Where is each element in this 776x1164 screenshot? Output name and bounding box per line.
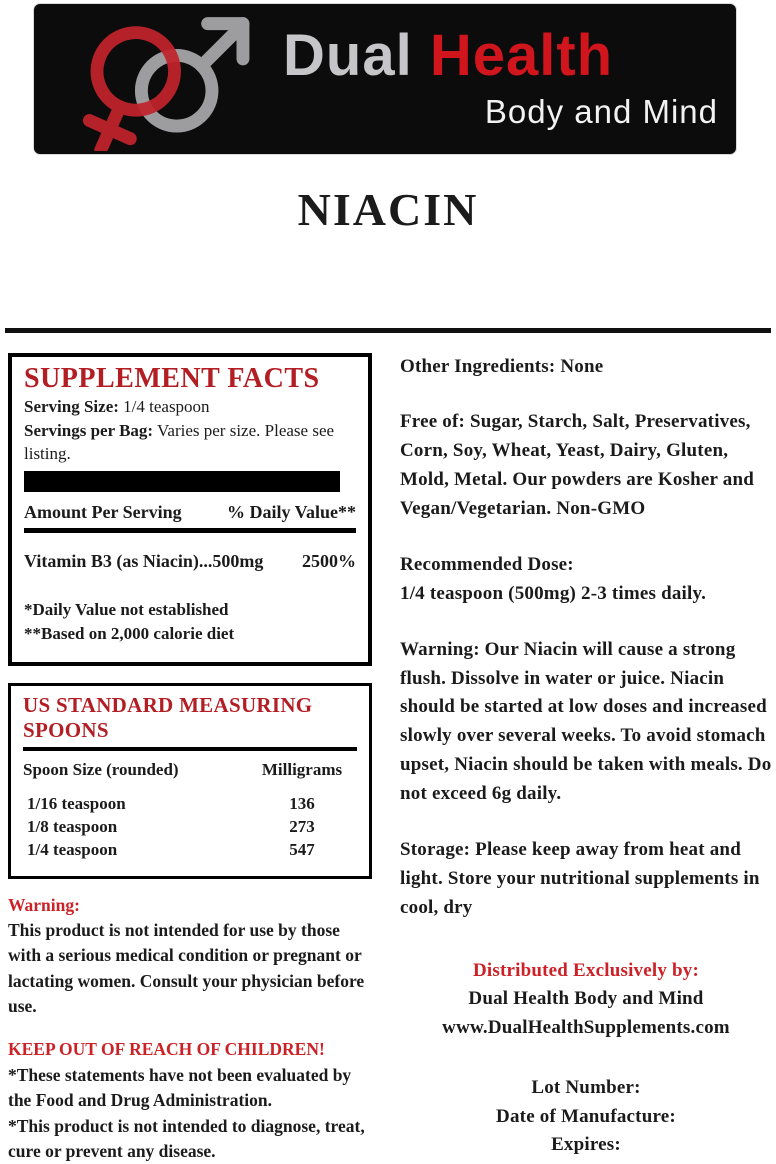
table-row	[23, 839, 357, 862]
nutrient-name: Vitamin B3 (as Niacin)...500mg	[24, 551, 264, 572]
measuring-spoons-title: US STANDARD MEASURING SPOONS	[23, 692, 313, 742]
amount-per-serving-header: Amount Per Serving	[24, 502, 182, 523]
date-of-manufacture-label: Date of Manufacture:	[496, 1105, 676, 1127]
spoon-size: 1/4 teaspoon	[27, 839, 118, 859]
male-female-symbol-icon	[58, 9, 273, 156]
expires-label: Expires:	[551, 1134, 621, 1156]
footnote-calorie-diet: **Based on 2,000 calorie diet	[24, 623, 235, 643]
warning-label: Warning:	[8, 894, 80, 915]
facts-black-bar	[24, 471, 340, 492]
lot-number-label: Lot Number:	[531, 1077, 641, 1099]
warning-text: This product is not intended for use by those with a serious medical condition or pregnant or lactating women. Consult your physician before use.	[8, 919, 365, 1017]
servings-per-bag-line	[24, 419, 356, 467]
product-title: NIACIN	[297, 184, 479, 235]
spoons-rule	[23, 747, 357, 751]
servings-per-bag-label: Servings per Bag:	[24, 420, 154, 440]
brand-name	[283, 23, 718, 88]
left-column	[8, 353, 372, 1164]
storage-text: Storage: Please keep away from heat and light. Store your nutritional supplements in cool, dry	[400, 838, 760, 918]
other-ingredients-text: Other Ingredients: None	[400, 355, 604, 377]
spoon-size-header: Spoon Size (rounded)	[23, 759, 179, 779]
spoons-rows	[23, 793, 357, 862]
servings-per-bag-value: Varies per size. Please see listing.	[24, 420, 335, 464]
serving-size-label: Serving Size:	[24, 396, 119, 416]
recommended-dose-label: Recommended Dose:	[400, 553, 574, 575]
distributor-block	[400, 957, 772, 1043]
supplement-facts-title: SUPPLEMENT FACTS	[24, 362, 320, 394]
free-of-text: Free of: Sugar, Starch, Salt, Preservatives, Corn, Soy, Wheat, Yeast, Dairy, Gluten, Mold, Metal. Our powders are Kosher and Vegan/Vegetarian. Non-GMO	[400, 411, 755, 520]
fda-statement-1: *These statements have not been evaluated by the Food and Drug Administration.	[8, 1064, 352, 1111]
spoon-mg: 273	[289, 816, 315, 836]
flush-warning-text: Warning: Our Niacin will cause a strong flush. Dissolve in water or juice. Niacin should be started at low doses and increased slowly over several weeks. To avoid stomach upset, Niacin should be taken with meals. Do not exceed 6g daily.	[400, 638, 772, 805]
logo-text	[283, 23, 718, 131]
distributor-name: Dual Health Body and Mind	[468, 988, 704, 1010]
footnote-daily-value: *Daily Value not established	[24, 600, 229, 620]
facts-header-row	[24, 502, 356, 523]
table-row	[23, 793, 357, 816]
serving-size-value: 1/4 teaspoon	[123, 396, 210, 416]
daily-value-header: % Daily Value**	[226, 502, 356, 523]
serving-size-line	[24, 395, 356, 419]
lot-info-block	[400, 1074, 772, 1160]
spoon-mg: 547	[289, 839, 315, 859]
brand-name-health: Health	[429, 23, 614, 88]
table-row	[24, 551, 356, 572]
facts-footnotes	[24, 598, 356, 646]
spoon-size: 1/8 teaspoon	[27, 816, 118, 836]
brand-banner	[33, 3, 737, 155]
right-column	[400, 353, 772, 1164]
distributor-label: Distributed Exclusively by:	[472, 959, 700, 981]
distributor-url: www.DualHealthSupplements.com	[442, 1016, 730, 1038]
brand-tagline: Body and Mind	[484, 93, 718, 130]
facts-rule	[24, 528, 356, 533]
spoons-header-row	[23, 760, 357, 780]
spoon-mg: 136	[289, 793, 315, 813]
fda-statement-2: *This product is not intended to diagnose, treat, cure or prevent any disease.	[8, 1115, 365, 1161]
table-row	[23, 816, 357, 839]
keep-out-of-reach-text: KEEP OUT OF REACH OF CHILDREN!	[8, 1039, 325, 1060]
left-warning-block	[8, 893, 372, 1164]
milligrams-header: Milligrams	[261, 759, 343, 779]
supplement-facts-panel	[8, 353, 372, 666]
nutrient-daily-value: 2500%	[302, 551, 356, 572]
spoon-size: 1/16 teaspoon	[27, 793, 126, 813]
recommended-dose-value: 1/4 teaspoon (500mg) 2-3 times daily.	[400, 582, 707, 604]
measuring-spoons-panel	[8, 683, 372, 879]
label-columns	[0, 333, 776, 1164]
brand-name-dual: Dual	[283, 23, 430, 88]
recommended-dose-block	[400, 551, 772, 609]
